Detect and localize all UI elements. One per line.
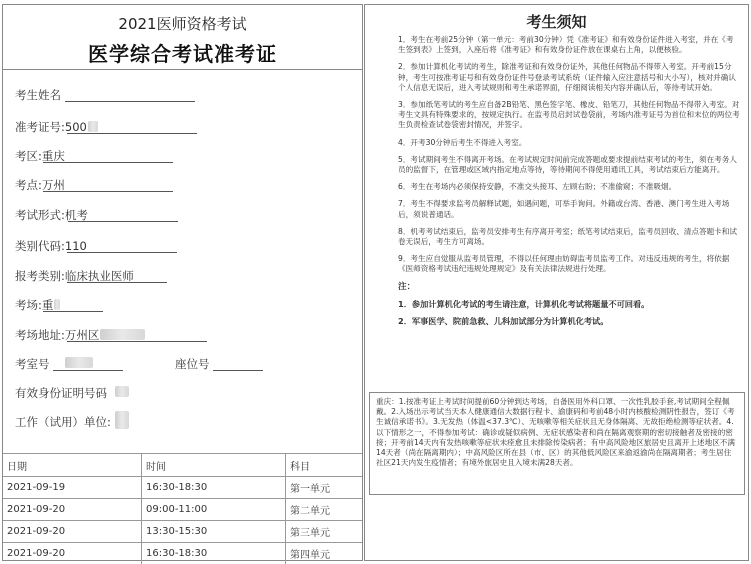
- header-divider: [3, 69, 362, 70]
- id-number-label: 有效身份证明号码: [15, 386, 107, 400]
- notice-item: 7．考生不得要求监考员解释试题，如遇问题，可举手询问。外籍或台湾、香港、澳门考生进入考场后，须说普通话。: [398, 199, 730, 219]
- region-underline: [43, 162, 173, 163]
- bold-note: 1．参加计算机化考试的考生请注意，计算机化考试将题量不可回看。: [398, 298, 650, 309]
- exam-type-underline: [67, 282, 167, 283]
- room-underline: [53, 370, 123, 371]
- schedule-header-time: 时间: [142, 454, 286, 477]
- schedule-time: 16:30-18:30: [142, 477, 286, 499]
- notice-item: 3．参加纸笔考试的考生应自备2B铅笔、黑色签字笔、橡皮、铅笔刀，其他任何物品不得带入考室。对考生文具有特殊要求的，按规定执行。在监考员启封试卷袋前，考场内准考证号为首位和末位的两位考生负责检查试卷袋密封情况，并签字。: [398, 100, 740, 130]
- ticket-left-panel: [2, 4, 363, 561]
- ticket-number-label: 准考证号:: [15, 120, 65, 134]
- bold-note: 2．军事医学、院前急救、儿科加试部分为计算机化考试。: [398, 316, 609, 327]
- region-value: 重庆: [41, 149, 65, 163]
- venue-redacted: [54, 299, 60, 310]
- exam-type-value: 临床执业医师: [64, 269, 134, 283]
- name-field: [15, 87, 61, 103]
- id-number-redacted: [115, 386, 129, 397]
- schedule-row: [3, 521, 362, 543]
- employer-redacted: [115, 411, 129, 429]
- schedule-subject: 第四单元: [286, 543, 363, 564]
- employer-field: [15, 414, 111, 430]
- notice-body: [398, 35, 740, 333]
- schedule-header-row: [3, 454, 362, 477]
- site-label: 考点:: [15, 178, 42, 192]
- schedule-date: 2021-09-20: [3, 543, 142, 564]
- venue-label: 考场:: [15, 298, 42, 312]
- covid-requirements-box: [369, 392, 745, 495]
- notice-item: 9．考生应自觉服从监考员管理，不得以任何理由妨碍监考员监考工作。对违反违规的考生，将依据《医师资格考试违纪违规处理规定》及有关法律法规进行处理。: [398, 254, 730, 274]
- schedule-time: 16:30-18:30: [142, 543, 286, 564]
- venue-underline: [43, 311, 103, 312]
- exam-schedule-table: [3, 453, 362, 564]
- notice-item: 1．考生在考前25分钟（第一单元：考前30分钟）凭《准考证》和有效身份证件进入考室，并在《考生签到表》上签到，入座后将《准考证》和有效身份证件放在课桌右上角，以便核验。: [398, 35, 734, 55]
- ticket-main-title: 医学综合考试准考证: [88, 42, 277, 66]
- notice-item: 5．考试期间考生不得离开考场。在考试规定时间前完成答题或要求提前结束考试的考生，须在考务人员的监督下，在管理或区域内指定地点等待，等待期间不得使用通讯工具，考试结束后方能离开。: [398, 154, 737, 175]
- exam-format-label: 考试形式:: [15, 208, 65, 222]
- id-number-field: [15, 385, 107, 401]
- schedule-time: 09:00-11:00: [142, 499, 286, 521]
- schedule-header-date: 日期: [3, 454, 142, 477]
- category-code-underline: [67, 252, 177, 253]
- schedule-row: [3, 543, 362, 564]
- region-label: 考区:: [15, 149, 42, 163]
- exam-format-value: 机考: [64, 208, 88, 222]
- category-code-label: 类别代码:: [15, 239, 65, 253]
- venue-value: 重: [41, 298, 54, 312]
- exam-year-title: 2021医师资格考试: [118, 15, 247, 33]
- schedule-subject: 第二单元: [286, 499, 363, 521]
- venue-address-label: 考场地址:: [15, 328, 65, 342]
- venue-address-redacted: [100, 329, 145, 340]
- notice-item: 8．机考考试结束后，监考员安排考生有序离开考室；纸笔考试结束后，监考员回收、清点答题卡和试卷无误后，考生方可离场。: [398, 226, 737, 247]
- notice-title: 考生须知: [526, 13, 587, 31]
- site-underline: [43, 191, 173, 192]
- schedule-time: 13:30-15:30: [142, 521, 286, 543]
- schedule-subject: 第三单元: [286, 521, 363, 543]
- schedule-row: [3, 477, 362, 499]
- ticket-number-underline: [67, 133, 197, 134]
- notice-item: 4．开考30分钟后考生不得进入考室。: [398, 137, 527, 147]
- site-value: 万州: [41, 178, 65, 192]
- covid-requirements-text: 重庆：1.按准考证上考试时间提前60分钟到达考场，自备医用外科口罩、一次性乳胶手套,考试期间全程佩戴。2.入场出示考试当天本人健康通信大数据行程卡、渝康码和考前48小时内核酸检测阴性报告，签订《考生诚信承诺书》。3.无发热（体温<37.3℃）、无咳嗽等相关症状且无身体隔离、无故拒绝检测等症状者。4.以下情形之一，不得参加考试：确诊或疑似病例、无症状感染者和尚在隔离观察期的密切接触者及密接的密接；开考前14天内有发热咳嗽等症状未痊愈且未排除传染病者；有中高风险地区旅居史且离开上述地区不满14天者（尚在隔离期内）；中高风险区所在县（市、区）的其他低风险区来渝返渝尚在隔离期者；考生居住社区21天内发生疫情者；有境外旅居史且入境未满28天者。: [376, 397, 735, 468]
- note-heading: 注：: [398, 281, 416, 292]
- schedule-row: [3, 499, 362, 521]
- schedule-subject: 第一单元: [286, 477, 363, 499]
- ticket-number-redacted: [88, 121, 98, 132]
- seat-underline: [213, 370, 263, 371]
- venue-address-value: 万州区: [64, 328, 100, 342]
- exam-type-label: 报考类别:: [15, 269, 65, 283]
- notice-item: 2．参加计算机化考试的考生，除准考证和有效身份证外，其他任何物品不得带入考室。开考前15分钟，考生可按准考证号和有效身份证件号登录考试系统（证件输入应注意括号和大小写），核对并确认个人信息无误后，进入考试规则和考生承诺界面，仔细阅读相关内容并确认后，等待考试开始。: [398, 62, 736, 92]
- room-field: [15, 356, 50, 372]
- schedule-header-subject: 科目: [286, 454, 363, 477]
- schedule-date: 2021-09-19: [3, 477, 142, 499]
- venue-address-underline: [67, 341, 207, 342]
- schedule-date: 2021-09-20: [3, 521, 142, 543]
- notice-panel: [364, 4, 749, 561]
- category-code-value: 110: [64, 239, 87, 253]
- room-label: 考室号: [15, 357, 50, 371]
- ticket-number-value: 500: [64, 120, 87, 134]
- employer-label: 工作（试用）单位:: [15, 415, 111, 429]
- seat-field: [175, 356, 210, 372]
- name-underline: [65, 101, 195, 102]
- room-redacted: [65, 357, 93, 368]
- seat-label: 座位号: [175, 357, 210, 371]
- schedule-date: 2021-09-20: [3, 499, 142, 521]
- notice-item: 6．考生在考场内必须保持安静，不准交头接耳、左顾右盼；不准偷窥；不准吸烟。: [398, 182, 677, 192]
- name-label: 考生姓名: [15, 88, 61, 102]
- exam-format-underline: [68, 221, 178, 222]
